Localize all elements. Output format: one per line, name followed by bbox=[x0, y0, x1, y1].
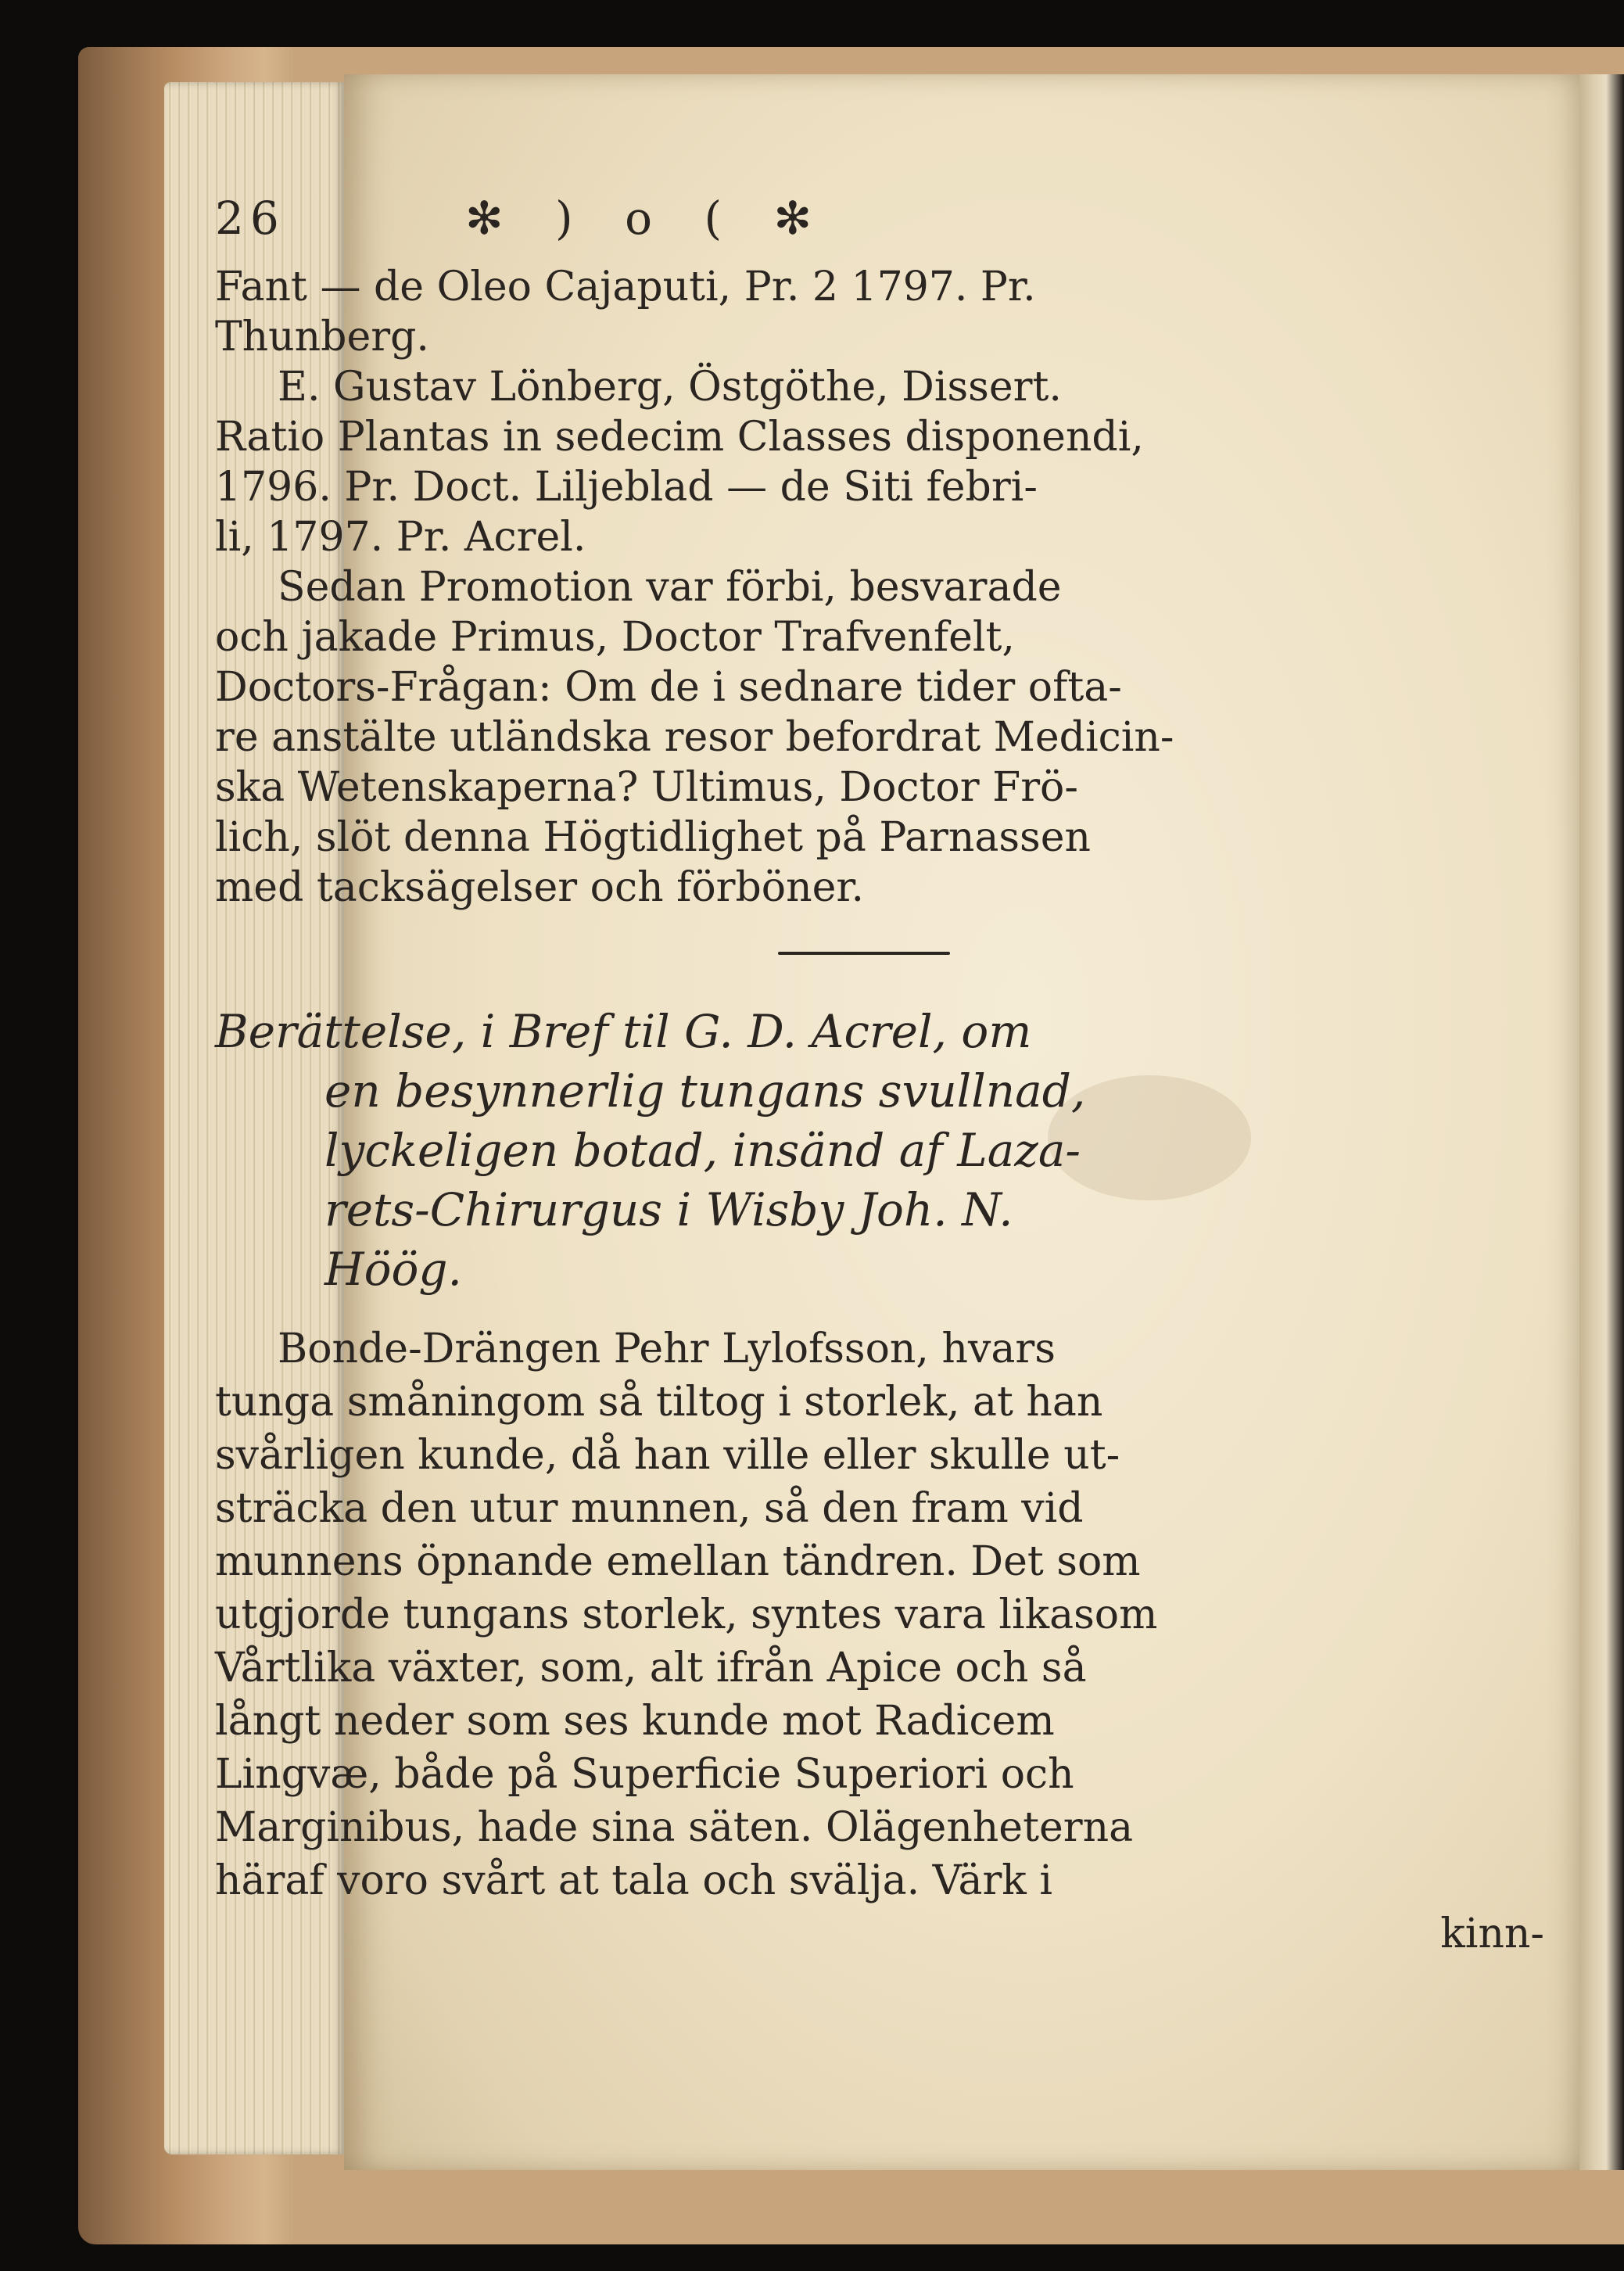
paragraph-case bbox=[215, 1322, 1560, 1907]
header-ornament: ✻ ) o ( ✻ bbox=[465, 192, 831, 245]
title-line: Berättelse, i Bref til G. D. Acrel, om bbox=[215, 1005, 1032, 1058]
text-line: Fant — de Oleo Cajaputi, Pr. 2 1797. Pr. bbox=[215, 264, 1036, 310]
text-line: Bonde-Drängen Pehr Lylofsson, hvars bbox=[278, 1326, 1056, 1372]
text-line: lich, slöt denna Högtidlighet på Parnassen bbox=[215, 814, 1092, 861]
text-line: sträcka den utur munnen, så den fram vid bbox=[215, 1485, 1084, 1532]
text-line: utgjorde tungans storlek, syntes vara likasom bbox=[215, 1591, 1158, 1638]
text-line: långt neder som ses kunde mot Radicem bbox=[215, 1698, 1055, 1745]
text-line: munnens öpnande emellan tändren. Det som bbox=[215, 1538, 1141, 1585]
text-line: Ratio Plantas in sedecim Classes disponendi, bbox=[215, 414, 1144, 461]
title-line: lyckeligen botad, insänd af Laza- bbox=[324, 1124, 1081, 1177]
title-line: rets-Chirurgus i Wisby Joh. N. bbox=[324, 1183, 1013, 1236]
text-line: ska Wetenskaperna? Ultimus, Doctor Frö- bbox=[215, 764, 1078, 811]
text-line: Doctors-Frågan: Om de i sednare tider ofta- bbox=[215, 664, 1122, 711]
text-line: 1796. Pr. Doct. Liljeblad — de Siti febri- bbox=[215, 464, 1038, 511]
text-line: och jakade Primus, Doctor Trafvenfelt, bbox=[215, 614, 1015, 661]
text-line: Lingvæ, både på Superficie Superiori och bbox=[215, 1751, 1074, 1798]
paragraph-promotion bbox=[215, 562, 1560, 913]
text-line: häraf voro svårt at tala och svälja. Värk i bbox=[215, 1857, 1052, 1904]
page-number: 26 bbox=[215, 192, 285, 245]
facing-page-edge bbox=[1579, 74, 1624, 2170]
text-line: tunga småningom så tiltog i storlek, at han bbox=[215, 1379, 1103, 1426]
section-title bbox=[215, 1002, 1560, 1299]
title-line: Höög. bbox=[324, 1243, 462, 1296]
section-divider bbox=[778, 952, 950, 955]
text-line: li, 1797. Pr. Acrel. bbox=[215, 514, 586, 561]
text-line: med tacksägelser och förböner. bbox=[215, 864, 865, 911]
title-line: en besynnerlig tungans svullnad, bbox=[324, 1064, 1086, 1118]
text-line: Marginibus, hade sina säten. Olägenheterna bbox=[215, 1804, 1134, 1851]
catchword: kinn- bbox=[1440, 1910, 1544, 1957]
case-report bbox=[215, 1322, 1560, 1961]
text-line: E. Gustav Lönberg, Östgöthe, Dissert. bbox=[278, 364, 1062, 411]
text-line: re anstälte utländska resor befordrat Medicin- bbox=[215, 714, 1174, 761]
paragraph-dissertations bbox=[215, 262, 1560, 562]
running-header bbox=[215, 176, 1560, 262]
page-text bbox=[215, 176, 1560, 1961]
text-line: Thunberg. bbox=[215, 314, 429, 361]
text-line: Sedan Promotion var förbi, besvarade bbox=[278, 564, 1062, 611]
text-line: svårligen kunde, då han ville eller skulle ut- bbox=[215, 1432, 1120, 1479]
text-line: Vårtlika växter, som, alt ifrån Apice och så bbox=[215, 1645, 1087, 1692]
